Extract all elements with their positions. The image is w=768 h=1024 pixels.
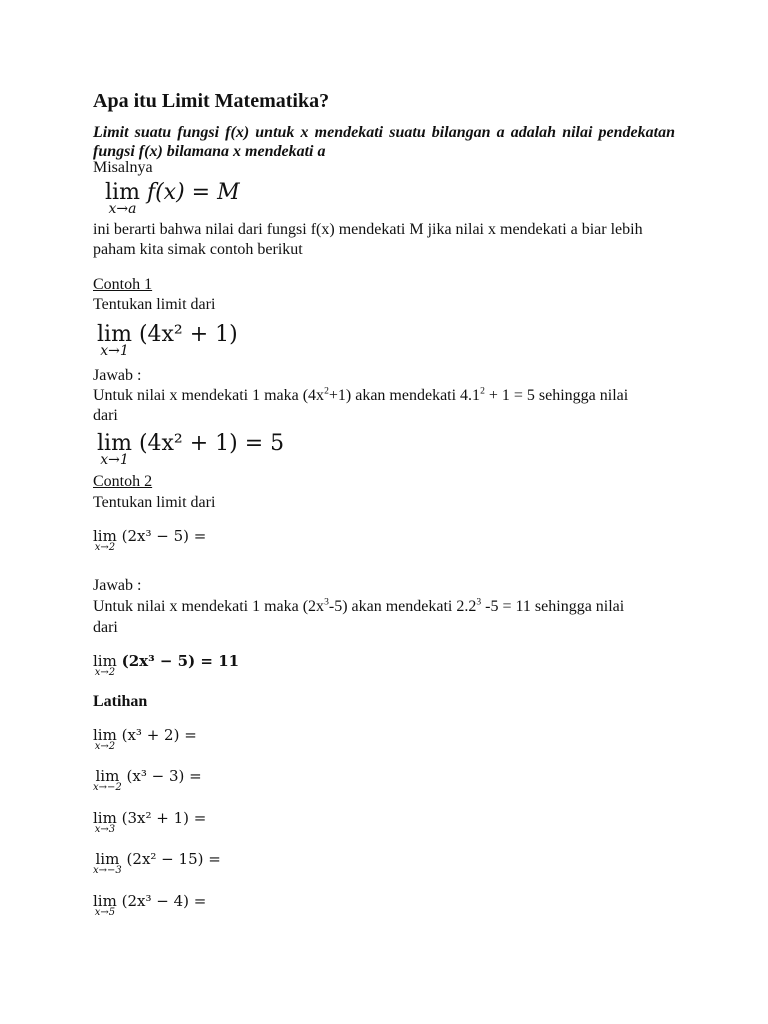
contoh2-prompt: Tentukan limit dari bbox=[93, 494, 216, 511]
contoh1-answer-line: Untuk nilai x mendekati 1 maka $(4x^2+1)$ akan mendekati $4.1^2 + 1 = 5$ sehingga nilai bbox=[93, 385, 629, 404]
contoh1-answer-dari: dari bbox=[93, 407, 118, 424]
page-title: Apa itu Limit Matematika? bbox=[93, 90, 330, 112]
contoh2-answer-line: Untuk nilai x mendekati 1 maka $(2x^3-5)$ akan mendekati $2.2^3$ -5 = 11 sehingga nilai bbox=[93, 596, 625, 615]
contoh1-heading: Contoh 1 bbox=[93, 276, 153, 293]
contoh1-jawab: Jawab : bbox=[93, 367, 142, 384]
misalnya-label: Misalnya bbox=[93, 159, 153, 176]
contoh1-question-formula: lim x→1 (4x² + 1) bbox=[97, 322, 238, 359]
formula-main: lim x→a f(x) = M bbox=[105, 180, 240, 217]
contoh2-result-formula: lim x→2 (2x³ − 5) = 11 bbox=[93, 652, 240, 678]
latihan-item-4: lim x→−3 (2x² − 15) = bbox=[93, 850, 221, 876]
contoh2-jawab: Jawab : bbox=[93, 577, 142, 594]
latihan-heading: Latihan bbox=[93, 693, 148, 710]
latihan-item-3: lim x→3 (3x² + 1) = bbox=[93, 809, 207, 835]
contoh2-question-formula: lim x→2 (2x³ − 5) = bbox=[93, 527, 207, 553]
latihan-item-5: lim x→5 (2x³ − 4) = bbox=[93, 892, 207, 918]
contoh1-result-formula: lim x→1 (4x² + 1) = 5 bbox=[97, 431, 285, 468]
latihan-item-1: lim x→2 (x³ + 2) = bbox=[93, 726, 197, 752]
latihan-item-2: lim x→−2 (x³ − 3) = bbox=[93, 767, 202, 793]
contoh2-heading: Contoh 2 bbox=[93, 473, 153, 490]
contoh1-prompt: Tentukan limit dari bbox=[93, 296, 216, 313]
contoh2-answer-dari: dari bbox=[93, 619, 118, 636]
explanation-text: ini berarti bahwa nilai dari fungsi f(x) mendekati M jika nilai x mendekati a biar lebih paham kita simak contoh berikut bbox=[93, 221, 643, 258]
definition-text: Limit suatu fungsi f(x) untuk x mendekati suatu bilangan a adalah nilai pendekatan fungsi f(x) bilamana x mendekati a bbox=[93, 124, 675, 160]
